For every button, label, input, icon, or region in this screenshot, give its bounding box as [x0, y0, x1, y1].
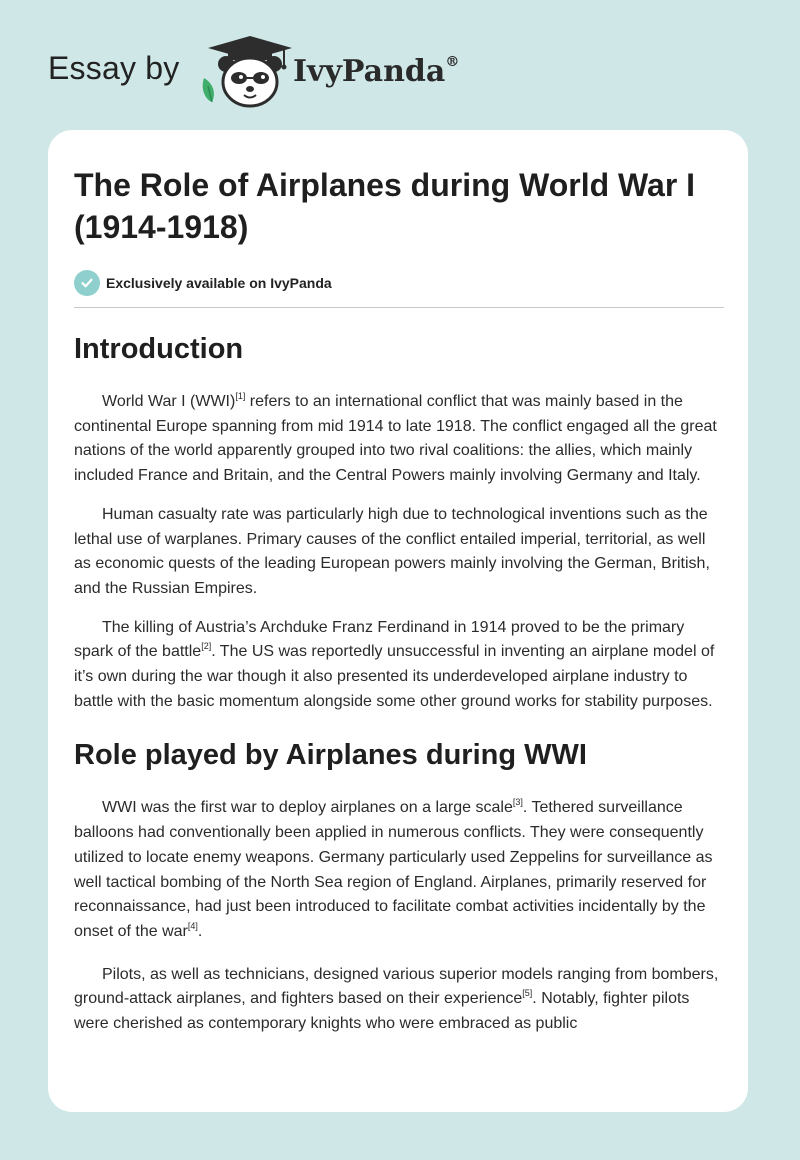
paragraph — [74, 390, 724, 489]
paragraph — [74, 616, 724, 715]
brand-name-text: IvyPanda — [293, 54, 446, 89]
brand-name[interactable] — [293, 54, 459, 89]
essay-title: The Role of Airplanes during World War I (1914-1918) — [74, 167, 696, 245]
essay-by-label: Essay by — [48, 50, 180, 86]
divider — [74, 307, 724, 308]
exclusive-label: Exclusively available on IvyPanda — [106, 275, 332, 291]
paragraph-text: . The US was reportedly unsuccessful in inventing an airplane model of it’s own during the war though it also presented its underdeveloped airplane industry to battle with the basic momentum alongside some other ground works for stability purposes. — [74, 643, 715, 710]
citation-ref[interactable]: [4] — [187, 920, 198, 931]
essay-content — [74, 164, 724, 1051]
registered-mark: ® — [445, 54, 460, 70]
citation-ref[interactable]: [1] — [235, 390, 246, 401]
paragraph-text: Human casualty rate was particularly high due to technological inventions such as the lethal use of warplanes. Primary causes of the conflict entailed imperial, territorial, as well as economic quests of the leading European powers mainly involving the German, British, and the Russian Empires. — [74, 505, 710, 597]
paragraph-text: . Notably, fighter pilots were cherished as contemporary knights who were embraced as public — [74, 990, 690, 1033]
paragraph-text: World War I (WWI) — [102, 393, 236, 410]
check-icon — [74, 270, 100, 296]
citation-ref[interactable]: [5] — [522, 988, 533, 999]
site-header — [48, 30, 508, 110]
paragraph-text: WWI was the first war to deploy airplanes on a large scale — [102, 799, 513, 817]
paragraph — [74, 796, 724, 944]
essay-card — [48, 130, 748, 1112]
paragraph — [74, 503, 724, 602]
paragraph-text: . — [197, 922, 203, 940]
paragraph-text: Pilots, as well as technicians, designed various superior models ranging from bombers, ground-attack airplanes, and fighters based on their experience — [74, 965, 719, 1008]
exclusive-notice — [74, 270, 724, 296]
paragraph-text: refers to an international conflict that was mainly based in the continental Europe spanning from mid 1914 to late 1918. The conflict engaged all the great nations of the world apparently grouped into two rival coalitions: the allies, which mainly included France and Britain, and the Central Powers mainly involving Germany and Italy. — [74, 393, 717, 485]
section-heading-role-of-airplanes: Role played by Airplanes during WWI — [74, 739, 587, 772]
paragraph-text: The killing of Austria’s Archduke Franz Ferdinand in 1914 proved to be the primary spark of the battle — [74, 618, 685, 661]
citation-ref[interactable]: [2] — [201, 641, 212, 651]
paragraph-text: . Tethered surveillance balloons had conventionally been applied in numerous conflicts. They were consequently utilized to locate enemy weapons. Germany particularly used Zeppelins for surveillance as well tactical bombing of the North Sea region of England. Airplanes, primarily reserved for reconnaissance, had just been introduced to facilitate combat activities incidentally by the onset of the war — [74, 799, 713, 940]
panda-logo-icon[interactable] — [198, 34, 294, 110]
paragraph — [74, 963, 724, 1037]
citation-ref[interactable]: [3] — [512, 797, 523, 808]
section-heading-introduction: Introduction — [74, 333, 244, 365]
